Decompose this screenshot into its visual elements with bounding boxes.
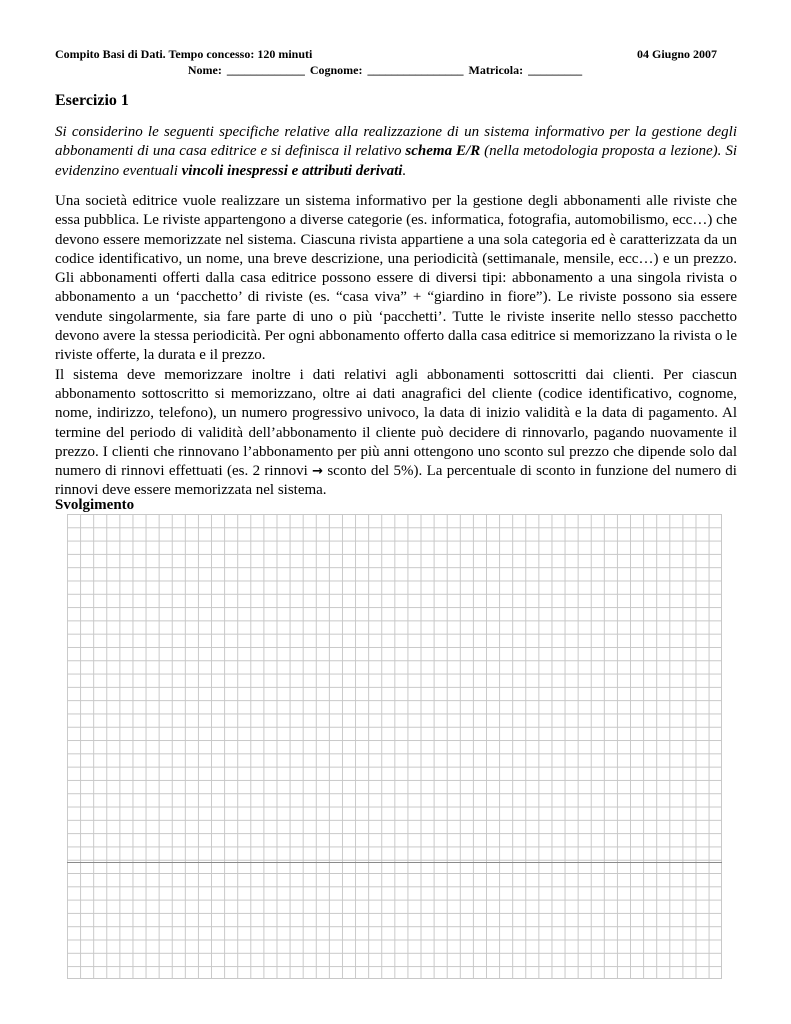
intro-text-2: (nella metodologia proposta a lezione). Si evidenzino eventuali <box>55 143 737 179</box>
spec-paragraph-1: Una società editrice vuole realizzare un sistema informativo per la gestione degli abbonamenti alle riviste che essa pubblica. Le riviste appartengono a diverse categorie (es. informatica, fotografia, automobilismo, ecc…) che devono essere memorizzate nel sistema. Ciascuna rivista appartiene a una sola categoria ed è caratterizzata da un codice identificativo, un nome, una breve descrizione, una periodicità (settimanale, mensile, ecc…) e un prezzo. Gli abbonamenti offerti dalla casa editrice possono essere di diversi tipi: abbonamento a una singola rivista o abbonamento a un ‘pacchetto’ di riviste (es. “casa viva” + “giardino in fiore”). Le riviste possono sia essere vendute singolarmente, sia fare parte di uno o più ‘pacchetti’. Tutte le riviste inserite nello stesso pacchetto devono avere la stessa periodicità. Per ogni abbonamento offerto dalla casa editrice si memorizzano la rivista o le riviste offerte, la durata e il prezzo. <box>55 193 737 364</box>
grid-divider <box>67 862 722 863</box>
spec-paragraph-2 <box>55 366 737 501</box>
intro-emphasis-vincoli: vincoli inespressi e attributi derivati <box>181 162 403 179</box>
exercise-specification <box>55 192 737 501</box>
cognome-blank: ________________ <box>367 63 464 77</box>
intro-emphasis-schema: schema E/R <box>405 143 481 160</box>
cognome-label: Cognome: <box>309 63 363 77</box>
solution-heading: Svolgimento <box>55 497 135 513</box>
course-info: Compito Basi di Dati. Tempo concesso: 120 minuti <box>55 47 313 61</box>
nome-label: Nome: <box>187 63 222 77</box>
matricola-blank: _________ <box>528 63 583 77</box>
spec-paragraph-2-text-a: Il sistema deve memorizzare inoltre i dati relativi agli abbonamenti sottoscritti dai clienti. Per ciascun abbonamento sottoscritto si memorizzano, oltre ai dati anagrafici del cliente (codice identificativo, cognome, nome, indirizzo, telefono), un numero progressivo univoco, la data di inizio validità e la data di pagamento. Al termine del periodo di validità dell’abbonamento il cliente può decidere di rinnovarlo, pagando nuovamente il prezzo. I clienti che rinnovano l’abbonamento per più anni ottengono uno sconto sul prezzo che dipende solo dal numero di rinnovi effettuati (es. 2 rinnovi <box>55 366 737 480</box>
exercise-instructions <box>55 123 737 181</box>
exam-date: 04 Giugno 2007 <box>636 47 717 61</box>
nome-blank: _____________ <box>226 63 305 77</box>
student-fields <box>55 63 717 77</box>
arrow-right-icon: → <box>312 464 323 480</box>
spec-paragraph-2-text-b: sconto del 5%). La percentuale di sconto in funzione del numero di rinnovi deve essere memorizzata nel sistema. <box>55 463 737 499</box>
exercise-title: Esercizio 1 <box>55 92 129 109</box>
answer-grid <box>67 514 722 979</box>
matricola-label: Matricola: <box>468 63 524 77</box>
intro-text-1: Si considerino le seguenti specifiche relative alla realizzazione di un sistema informativo per la gestione degli abbonamenti di una casa editrice e si definisca il relativo <box>55 124 737 160</box>
intro-text-3: . <box>402 162 407 179</box>
header-row <box>55 47 717 61</box>
